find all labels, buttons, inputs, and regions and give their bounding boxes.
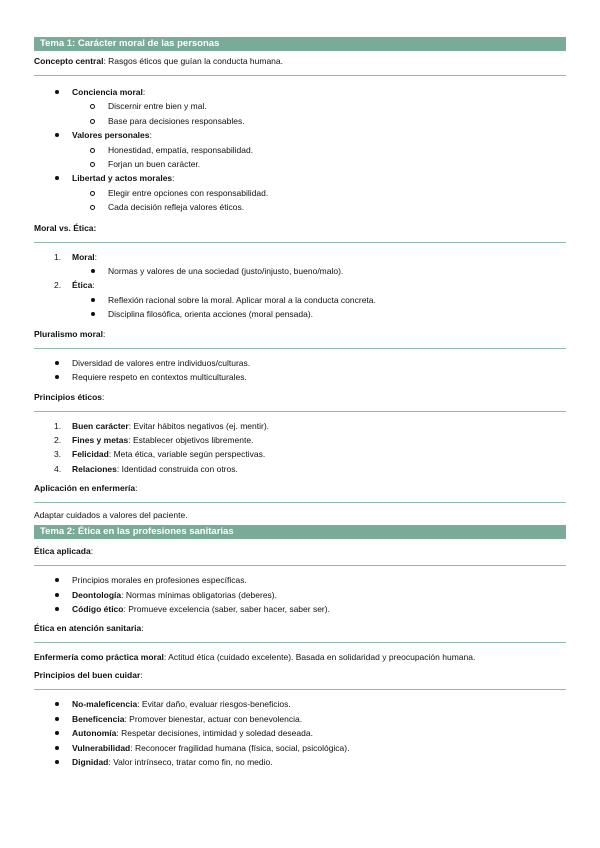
list-item: 1. Buen carácter: Evitar hábitos negativos (ej. mentir). xyxy=(54,420,270,431)
topic-1-header: Tema 1: Carácter moral de las personas xyxy=(34,37,566,51)
list-item: Vulnerabilidad: Reconocer fragilidad humana (física, social, psicológica). xyxy=(72,741,566,755)
list-item: Elegir entre opciones con responsabilidad. xyxy=(108,186,566,200)
list-item: No-maleficencia: Evitar daño, evaluar riesgos-beneficios. xyxy=(72,697,566,711)
moral-vs-etica-heading: Moral vs. Ética: xyxy=(34,223,566,243)
list-item: Base para decisiones responsables. xyxy=(108,114,566,128)
atencion-heading: Ética en atención sanitaria: xyxy=(34,623,566,643)
list-item: 2. Ética: xyxy=(54,280,95,291)
list-item: Autonomía: Respetar decisiones, intimidad y soledad deseada. xyxy=(72,726,566,740)
principios-list xyxy=(54,419,566,477)
topic-2-header: Tema 2: Ética en las profesiones sanitarias xyxy=(34,525,566,539)
list-item: Principios morales en profesiones específicas. xyxy=(72,573,566,587)
list-item: Código ético: Promueve excelencia (saber, saber hacer, saber ser). xyxy=(72,602,566,616)
list-item: Disciplina filosófica, orienta acciones (moral pensada). xyxy=(108,307,566,321)
list-item: Honestidad, empatía, responsabilidad. xyxy=(108,143,566,157)
etica-aplicada-list xyxy=(72,573,566,616)
list-item: Normas y valores de una sociedad (justo/injusto, bueno/malo). xyxy=(108,264,566,278)
list-item: Cada decisión refleja valores éticos. xyxy=(108,200,566,214)
list-item: Discernir entre bien y mal. xyxy=(108,99,566,113)
aplicacion-heading: Aplicación en enfermería: xyxy=(34,483,566,503)
list-item: 3. Felicidad: Meta ética, variable según perspectivas. xyxy=(54,449,266,460)
list-item: Diversidad de valores entre individuos/culturas. xyxy=(72,356,566,370)
list-item: Conciencia moral: xyxy=(72,85,566,99)
etica-aplicada-heading: Ética aplicada: xyxy=(34,546,566,566)
buen-cuidar-list xyxy=(72,697,566,769)
list-item: Valores personales: xyxy=(72,128,566,142)
list-item: 1. Moral: xyxy=(54,251,98,262)
concepto-central: Concepto central: Rasgos éticos que guían la conducta humana. xyxy=(34,56,566,76)
list-item: Requiere respeto en contextos multiculturales. xyxy=(72,370,566,384)
list-item: Libertad y actos morales: xyxy=(72,171,566,185)
list-item: Forjan un buen carácter. xyxy=(108,157,566,171)
aplicacion-text: Adaptar cuidados a valores del paciente. xyxy=(34,510,188,521)
document-page xyxy=(34,0,566,769)
pluralismo-heading: Pluralismo moral: xyxy=(34,329,566,349)
traits-list xyxy=(72,85,566,215)
pluralismo-list xyxy=(72,356,566,385)
atencion-text: Enfermería como práctica moral: Actitud ética (cuidado excelente). Basada en solidaridad y preocupación humana. xyxy=(34,652,476,663)
buen-cuidar-heading: Principios del buen cuidar: xyxy=(34,670,566,690)
list-item: 4. Relaciones: Identidad construida con otros. xyxy=(54,463,238,474)
list-item: Reflexión racional sobre la moral. Aplicar moral a la conducta concreta. xyxy=(108,293,566,307)
list-item: Deontología: Normas mínimas obligatorias (deberes). xyxy=(72,588,566,602)
list-item: 2. Fines y metas: Establecer objetivos libremente. xyxy=(54,434,254,445)
list-item: Beneficencia: Promover bienestar, actuar con benevolencia. xyxy=(72,712,566,726)
principios-heading: Principios éticos: xyxy=(34,392,566,412)
moral-etica-list xyxy=(54,250,566,322)
list-item: Dignidad: Valor intrínseco, tratar como fin, no medio. xyxy=(72,755,566,769)
